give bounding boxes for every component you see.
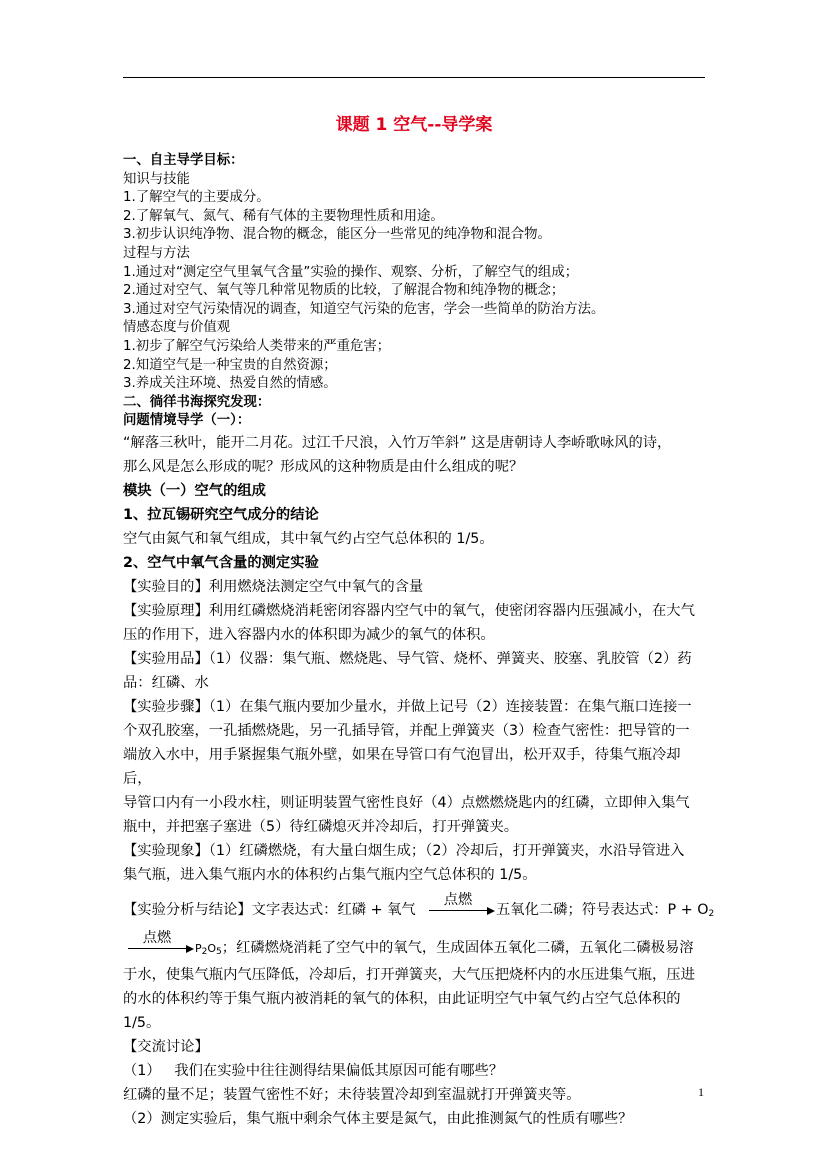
- symbol-equation-row: [123, 925, 705, 963]
- section-heading: 二、徜徉书海探究发现：: [123, 394, 271, 410]
- supplies-line: 品：红磷、水: [123, 674, 209, 691]
- list-item: 1.通过对“测定空气里氧气含量”实验的操作、观察、分析，了解空气的组成；: [123, 264, 579, 280]
- header-rule: [123, 77, 705, 78]
- phenomenon-line: 集气瓶，进入集气瓶内水的体积约占集气瓶内空气总体积的 1/5。: [123, 866, 537, 883]
- phenomenon-line: 【实验现象】（1）红磷燃烧，有大量白烟生成；（2）冷却后，打开弹簧夹，水沿导管进入: [123, 842, 685, 859]
- list-item: 1.初步了解空气污染给人类带来的严重危害；: [123, 338, 391, 354]
- analysis-continuation: ；红磷燃烧消耗了空气中的氧气，生成固体五氧化二磷，五氧化二磷极易溶: [221, 939, 694, 956]
- equation-product: [496, 899, 714, 919]
- lavoisier-heading: 1、拉瓦锡研究空气成分的结论: [123, 506, 319, 523]
- page-number: 1: [698, 1085, 704, 1099]
- question-line: （1） 我们在实验中往往测得结果偏低其原因可能有哪些？: [123, 1062, 504, 1079]
- word-equation-row: [123, 887, 715, 925]
- supplies-line: 【实验用品】（1）仪器：集气瓶、燃烧匙、导气管、烧杯、弹簧夹、胶塞、乳胶管（2）药: [123, 650, 692, 667]
- reaction-arrow: [128, 929, 194, 955]
- p2o5-p: P: [195, 941, 202, 955]
- steps-line: 【实验步骤】（1）在集气瓶内要加少量水，并做上记号（2）连接装置：在集气瓶口连接一: [123, 698, 692, 715]
- list-item: 3.养成关注环境、热爱自然的情感。: [123, 376, 337, 392]
- steps-line: 瓶中，并把塞子塞进（5）待红磷熄灭并冷却后，打开弹簧夹。: [123, 818, 519, 835]
- p-subscript: 2: [201, 946, 208, 957]
- principle-line: 【实验原理】利用红磷燃烧消耗密闭容器内空气中的氧气，使密闭容器内压强减小，在大气: [123, 602, 695, 619]
- list-item: 1.了解空气的主要成分。: [123, 190, 270, 206]
- list-item: 3.通过对空气污染情况的调查，知道空气污染的危害，学会一些简单的防治方法。: [123, 301, 605, 317]
- reaction-condition: 点燃: [142, 929, 172, 946]
- analysis-line: 于水，使集气瓶内气压降低，冷却后，打开弹簧夹，大气压把烧杯内的水压进集气瓶，压进: [123, 966, 695, 983]
- steps-line: 端放入水中，用手紧握集气瓶外壁，如果在导管口有气泡冒出，松开双手，待集气瓶冷却后，: [123, 746, 681, 787]
- subsection-heading: 情感态度与价值观: [123, 320, 231, 336]
- analysis-line: 的水的体积约等于集气瓶内被消耗的氧气的体积，由此证明空气中氧气约占空气总体积的: [123, 990, 681, 1007]
- steps-line: 个双孔胶塞，一孔插燃烧匙，另一孔插导管，并配上弹簧夹（3）检查气密性：把导管的一: [123, 722, 690, 739]
- principle-line: 压的作用下，进入容器内水的体积即为减少的氧气的体积。: [123, 626, 495, 643]
- page-title: 课题 1 空气--导学案: [335, 115, 493, 135]
- reaction-condition: 点燃: [443, 891, 473, 908]
- o2-subscript: 2: [708, 908, 715, 919]
- o-subscript: 5: [216, 946, 222, 957]
- list-item: 2.知道空气是一种宝贵的自然资源；: [123, 357, 337, 373]
- equation-product-text: 五氧化二磷；符号表达式：P + O: [496, 901, 709, 918]
- poem-line: 那么风是怎么形成的呢？形成风的这种物质是由什么组成的呢？: [123, 458, 524, 475]
- measure-heading: 2、空气中氧气含量的测定实验: [123, 554, 319, 571]
- list-item: 3.初步认识纯净物、混合物的概念，能区分一些常见的纯净物和混合物。: [123, 227, 551, 243]
- section-heading: 一、自主导学目标：: [123, 153, 244, 168]
- analysis-label: 【实验分析与结论】文字表达式：红磷 + 氧气: [123, 901, 416, 918]
- subsection-heading: 知识与技能: [123, 171, 190, 187]
- list-item: 2.了解氧气、氮气、稀有气体的主要物理性质和用途。: [123, 208, 444, 224]
- steps-line: 导管口内有一小段水柱，则证明装置气密性良好（4）点燃燃烧匙内的红磷，立即伸入集气: [123, 794, 690, 811]
- module-heading: 模块（一）空气的组成: [123, 482, 266, 499]
- p2o5-o: O: [207, 941, 217, 955]
- analysis-line: 1/5。: [123, 1014, 161, 1031]
- document-body: [123, 106, 715, 1131]
- reaction-arrow: [429, 891, 495, 917]
- purpose-line: 【实验目的】利用燃烧法测定空气中氧气的含量: [123, 578, 424, 595]
- answer-line: 红磷的量不足；装置气密性不好；未待装置冷却到室温就打开弹簧夹等。: [123, 1086, 581, 1103]
- subsection-heading: 过程与方法: [123, 245, 190, 261]
- discussion-heading: 【交流讨论】: [123, 1038, 209, 1055]
- situation-heading: 问题情境导学（一）：: [123, 413, 251, 429]
- lavoisier-text: 空气由氮气和氧气组成，其中氧气约占空气总体积的 1/5。: [123, 530, 494, 547]
- list-item: 2.通过对空气、氧气等几种常见物质的比较，了解混合物和纯净物的概念；: [123, 283, 565, 299]
- poem-line: “解落三秋叶，能开二月花。过江千尺浪，入竹万竿斜” 这是唐朝诗人李峤歌咏风的诗，: [123, 434, 672, 451]
- equation-product-symbol: [195, 937, 694, 957]
- question-line: （2）测定实验后，集气瓶中剩余气体主要是氮气，由此推测氮气的性质有哪些？: [123, 1110, 633, 1127]
